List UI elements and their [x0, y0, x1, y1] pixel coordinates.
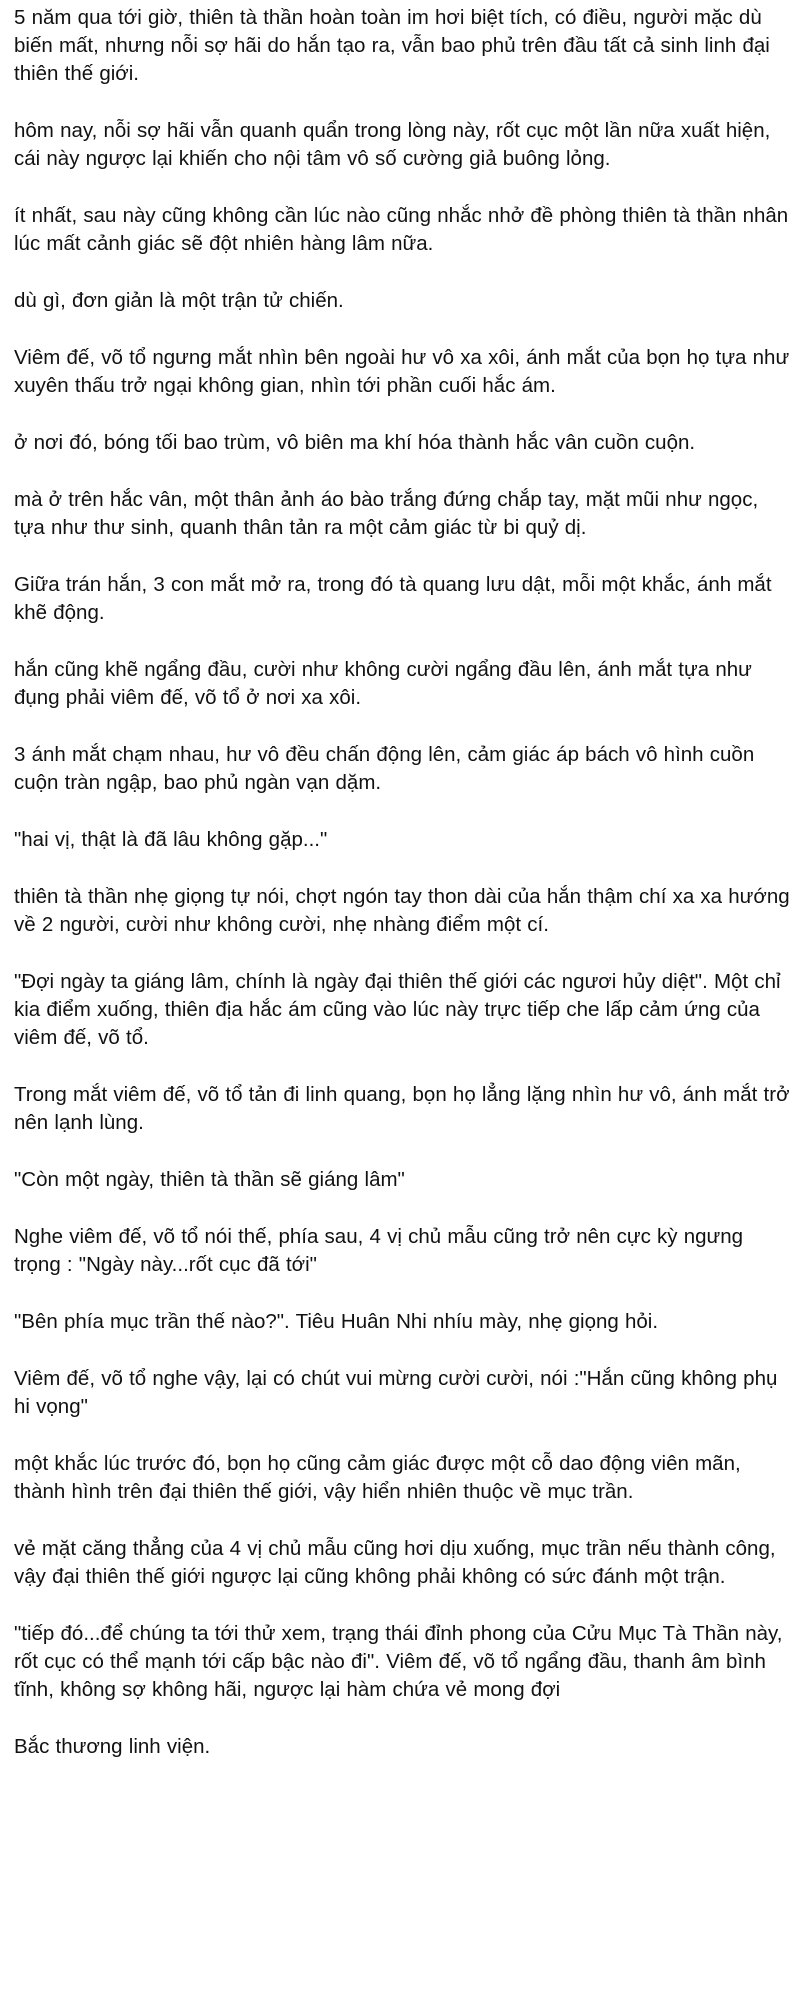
document-body — [14, 4, 790, 1790]
paragraph-5: Viêm đế, võ tổ ngưng mắt nhìn bên ngoài hư vô xa xôi, ánh mắt của bọn họ tựa như xuyên thấu trở ngại không gian, nhìn tới phần cuối hắc ám. — [14, 346, 790, 397]
paragraph-9: hắn cũng khẽ ngẩng đầu, cười như không cười ngẩng đầu lên, ánh mắt tựa như đụng phải viêm đế, võ tổ ở nơi xa xôi. — [14, 658, 752, 709]
paragraph-13: "Đợi ngày ta giáng lâm, chính là ngày đại thiên thế giới các ngươi hủy diệt". Một chỉ kia điểm xuống, thiên địa hắc ám cũng vào lúc này trực tiếp che lấp cảm ứng của viêm đế, võ tổ. — [14, 970, 781, 1049]
paragraph-16: Nghe viêm đế, võ tổ nói thế, phía sau, 4 vị chủ mẫu cũng trở nên cực kỳ ngưng trọng : "Ngày này...rốt cục đã tới" — [14, 1225, 744, 1276]
paragraph-8: Giữa trán hắn, 3 con mắt mở ra, trong đó tà quang lưu dật, mỗi một khắc, ánh mắt khẽ động. — [14, 573, 772, 624]
paragraph-17: "Bên phía mục trần thế nào?". Tiêu Huân Nhi nhíu mày, nhẹ giọng hỏi. — [14, 1310, 659, 1333]
paragraph-14: Trong mắt viêm đế, võ tổ tản đi linh quang, bọn họ lẳng lặng nhìn hư vô, ánh mắt trở nên lạnh lùng. — [14, 1083, 790, 1134]
paragraph-7: mà ở trên hắc vân, một thân ảnh áo bào trắng đứng chắp tay, mặt mũi như ngọc, tựa như thư sinh, quanh thân tản ra một cảm giác từ bi quỷ dị. — [14, 488, 759, 539]
paragraph-11: "hai vị, thật là đã lâu không gặp..." — [14, 828, 328, 851]
paragraph-10: 3 ánh mắt chạm nhau, hư vô đều chấn động lên, cảm giác áp bách vô hình cuồn cuộn tràn ngập, bao phủ ngàn vạn dặm. — [14, 743, 755, 794]
paragraph-6: ở nơi đó, bóng tối bao trùm, vô biên ma khí hóa thành hắc vân cuồn cuộn. — [14, 431, 696, 454]
paragraph-3: ít nhất, sau này cũng không cần lúc nào cũng nhắc nhở đề phòng thiên tà thần nhân lúc mất cảnh giác sẽ đột nhiên hàng lâm nữa. — [14, 204, 789, 255]
paragraph-18: Viêm đế, võ tổ nghe vậy, lại có chút vui mừng cười cười, nói :"Hắn cũng không phụ hi vọng" — [14, 1367, 778, 1418]
paragraph-1: 5 năm qua tới giờ, thiên tà thần hoàn toàn im hơi biệt tích, có điều, người mặc dù biến mất, nhưng nỗi sợ hãi do hắn tạo ra, vẫn bao phủ trên đầu tất cả sinh linh đại thiên thế giới. — [14, 6, 770, 85]
paragraph-4: dù gì, đơn giản là một trận tử chiến. — [14, 289, 344, 312]
paragraph-15: "Còn một ngày, thiên tà thần sẽ giáng lâm" — [14, 1168, 405, 1191]
paragraph-2: hôm nay, nỗi sợ hãi vẫn quanh quẩn trong lòng này, rốt cục một lần nữa xuất hiện, cái này ngược lại khiến cho nội tâm vô số cường giả buông lỏng. — [14, 119, 771, 170]
paragraph-19: một khắc lúc trước đó, bọn họ cũng cảm giác được một cỗ dao động viên mãn, thành hình trên đại thiên thế giới, vậy hiển nhiên thuộc về mục trần. — [14, 1452, 741, 1503]
paragraph-22: Bắc thương linh viện. — [14, 1735, 211, 1758]
paragraph-20: vẻ mặt căng thẳng của 4 vị chủ mẫu cũng hơi dịu xuống, mục trần nếu thành công, vậy đại thiên thế giới ngược lại cũng không phải không có sức đánh một trận. — [14, 1537, 776, 1588]
paragraph-12: thiên tà thần nhẹ giọng tự nói, chợt ngón tay thon dài của hắn thậm chí xa xa hướng về 2 người, cười như không cười, nhẹ nhàng điểm một cí. — [14, 885, 790, 936]
paragraph-21: "tiếp đó...để chúng ta tới thử xem, trạng thái đỉnh phong của Cửu Mục Tà Thần này, rốt cục có thể mạnh tới cấp bậc nào đi". Viêm đế, võ tổ ngẩng đầu, thanh âm bình tĩnh, không sợ không hãi, ngược lại hàm chứa vẻ mong đợi — [14, 1622, 783, 1701]
